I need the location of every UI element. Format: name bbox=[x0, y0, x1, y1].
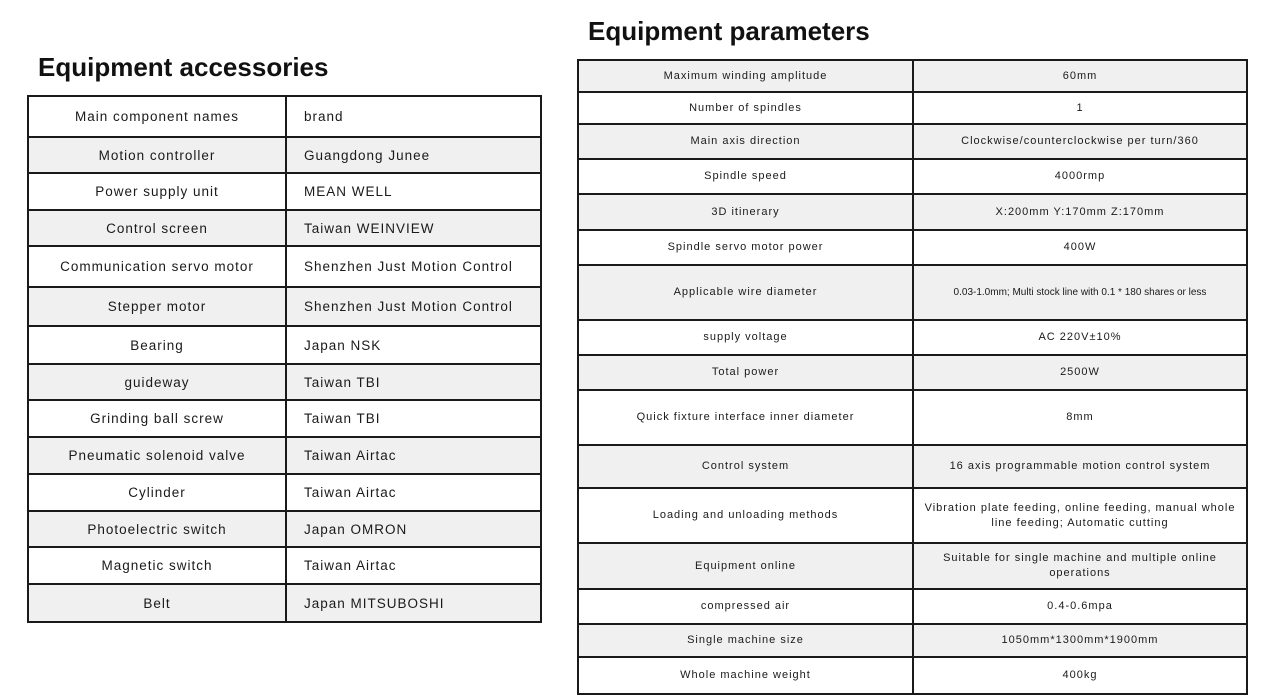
component-name: guideway bbox=[28, 364, 286, 400]
parameter-value: 60mm bbox=[913, 60, 1247, 92]
component-brand: Japan NSK bbox=[286, 326, 541, 364]
component-brand: Taiwan TBI bbox=[286, 364, 541, 400]
parameter-name: supply voltage bbox=[578, 320, 913, 355]
parameter-name: Total power bbox=[578, 355, 913, 390]
parameter-value: Suitable for single machine and multiple online operations bbox=[913, 543, 1247, 589]
parameter-value: 1 bbox=[913, 92, 1247, 124]
parameter-name: 3D itinerary bbox=[578, 194, 913, 230]
component-brand: MEAN WELL bbox=[286, 173, 541, 210]
component-brand: Shenzhen Just Motion Control bbox=[286, 287, 541, 326]
table-row bbox=[28, 511, 541, 547]
parameter-name: Spindle speed bbox=[578, 159, 913, 194]
table-row bbox=[578, 124, 1247, 159]
component-name: Communication servo motor bbox=[28, 246, 286, 287]
table-row bbox=[28, 437, 541, 474]
component-brand: Taiwan WEINVIEW bbox=[286, 210, 541, 246]
parameter-value: 400kg bbox=[913, 657, 1247, 694]
component-brand: Guangdong Junee bbox=[286, 137, 541, 173]
table-row bbox=[578, 390, 1247, 445]
table-row bbox=[28, 474, 541, 511]
parameter-value: 8mm bbox=[913, 390, 1247, 445]
parameter-name: Single machine size bbox=[578, 624, 913, 657]
accessories-header-row bbox=[28, 96, 541, 137]
brand-header: brand bbox=[286, 96, 541, 137]
table-row bbox=[28, 137, 541, 173]
table-row bbox=[28, 287, 541, 326]
table-row bbox=[578, 230, 1247, 265]
accessories-table bbox=[27, 95, 542, 623]
parameter-value: 1050mm*1300mm*1900mm bbox=[913, 624, 1247, 657]
table-row bbox=[578, 265, 1247, 320]
component-brand: Taiwan Airtac bbox=[286, 474, 541, 511]
parameter-name: Whole machine weight bbox=[578, 657, 913, 694]
accessories-title: Equipment accessories bbox=[38, 52, 329, 82]
parameters-title: Equipment parameters bbox=[588, 16, 870, 46]
table-row bbox=[28, 326, 541, 364]
parameter-name: Maximum winding amplitude bbox=[578, 60, 913, 92]
component-name: Magnetic switch bbox=[28, 547, 286, 584]
table-row bbox=[578, 355, 1247, 390]
component-name: Control screen bbox=[28, 210, 286, 246]
table-row bbox=[28, 400, 541, 437]
table-row bbox=[578, 159, 1247, 194]
table-row bbox=[28, 364, 541, 400]
table-row bbox=[578, 624, 1247, 657]
parameter-value: X:200mm Y:170mm Z:170mm bbox=[913, 194, 1247, 230]
parameter-value: 2500W bbox=[913, 355, 1247, 390]
parameter-name: Main axis direction bbox=[578, 124, 913, 159]
parameter-value: 0.03-1.0mm; Multi stock line with 0.1 * 180 shares or less bbox=[913, 265, 1247, 320]
parameter-value: 16 axis programmable motion control system bbox=[913, 445, 1247, 488]
table-row bbox=[578, 589, 1247, 624]
parameter-name: Number of spindles bbox=[578, 92, 913, 124]
component-brand: Japan MITSUBOSHI bbox=[286, 584, 541, 622]
parameter-name: Control system bbox=[578, 445, 913, 488]
component-brand: Shenzhen Just Motion Control bbox=[286, 246, 541, 287]
parameter-value: 0.4-0.6mpa bbox=[913, 589, 1247, 624]
parameter-name: compressed air bbox=[578, 589, 913, 624]
table-row bbox=[578, 488, 1247, 543]
table-row bbox=[578, 320, 1247, 355]
component-name: Power supply unit bbox=[28, 173, 286, 210]
table-row bbox=[578, 194, 1247, 230]
component-name: Cylinder bbox=[28, 474, 286, 511]
parameter-value: 400W bbox=[913, 230, 1247, 265]
parameters-table bbox=[577, 59, 1248, 695]
component-name: Photoelectric switch bbox=[28, 511, 286, 547]
component-name: Stepper motor bbox=[28, 287, 286, 326]
parameter-value: 4000rmp bbox=[913, 159, 1247, 194]
component-brand: Taiwan Airtac bbox=[286, 437, 541, 474]
table-row bbox=[28, 584, 541, 622]
parameter-name: Loading and unloading methods bbox=[578, 488, 913, 543]
table-row bbox=[28, 210, 541, 246]
component-name: Bearing bbox=[28, 326, 286, 364]
table-row bbox=[28, 246, 541, 287]
component-brand: Taiwan Airtac bbox=[286, 547, 541, 584]
parameter-value: AC 220V±10% bbox=[913, 320, 1247, 355]
parameter-value: Vibration plate feeding, online feeding, manual whole line feeding; Automatic cutting bbox=[913, 488, 1247, 543]
table-row bbox=[578, 60, 1247, 92]
table-row bbox=[578, 543, 1247, 589]
table-row bbox=[578, 657, 1247, 694]
parameter-value: Clockwise/counterclockwise per turn/360 bbox=[913, 124, 1247, 159]
parameter-name: Equipment online bbox=[578, 543, 913, 589]
parameter-name: Applicable wire diameter bbox=[578, 265, 913, 320]
table-row bbox=[578, 445, 1247, 488]
table-row bbox=[28, 173, 541, 210]
table-row bbox=[578, 92, 1247, 124]
component-brand: Taiwan TBI bbox=[286, 400, 541, 437]
table-row bbox=[28, 547, 541, 584]
component-name: Pneumatic solenoid valve bbox=[28, 437, 286, 474]
parameter-name: Spindle servo motor power bbox=[578, 230, 913, 265]
component-name: Grinding ball screw bbox=[28, 400, 286, 437]
component-name-header: Main component names bbox=[28, 96, 286, 137]
component-brand: Japan OMRON bbox=[286, 511, 541, 547]
component-name: Motion controller bbox=[28, 137, 286, 173]
parameter-name: Quick fixture interface inner diameter bbox=[578, 390, 913, 445]
component-name: Belt bbox=[28, 584, 286, 622]
